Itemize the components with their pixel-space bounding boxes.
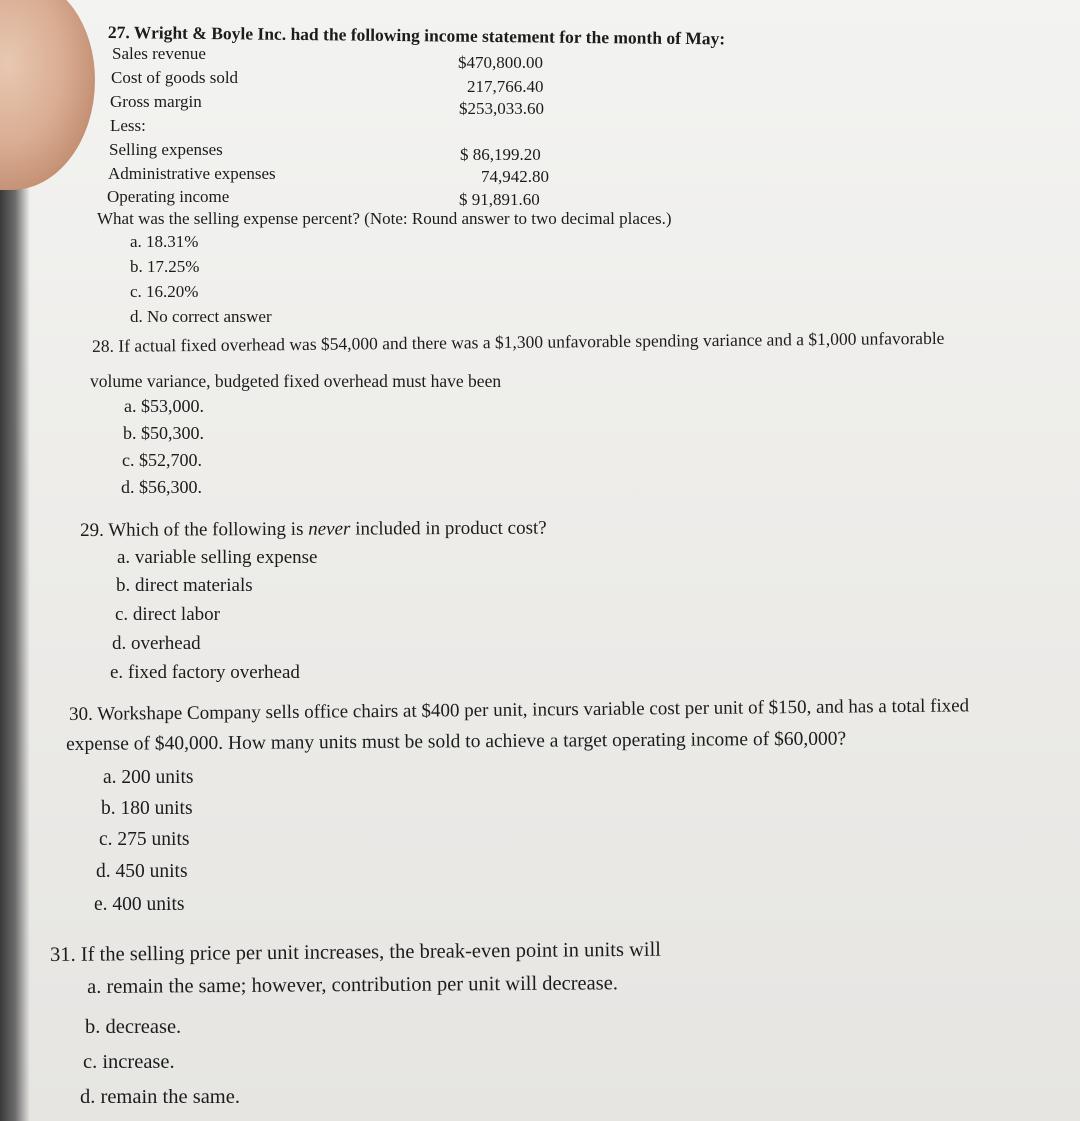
q27-question: What was the selling expense percent? (Note: Round answer to two decimal places.) bbox=[97, 209, 672, 228]
row-value-cogs: 217,766.40 bbox=[467, 77, 544, 96]
q27-stem: 27. Wright & Boyle Inc. had the following income statement for the month of May: bbox=[107, 22, 726, 49]
q28-option-a: a. $53,000. bbox=[124, 396, 204, 416]
q28-option-c: c. $52,700. bbox=[122, 450, 202, 470]
q29-stem-post: included in product cost? bbox=[350, 517, 547, 540]
row-value-sales-revenue: $470,800.00 bbox=[458, 53, 543, 72]
row-label-selling-expenses: Selling expenses bbox=[109, 140, 223, 159]
q29-option-c: c. direct labor bbox=[115, 604, 220, 625]
q30-stem-line1: 30. Workshape Company sells office chairs at $400 per unit, incurs variable cost per unit of $150, and has a total fixed bbox=[69, 695, 970, 725]
row-label-gross-margin: Gross margin bbox=[110, 92, 202, 111]
q28-stem-line2: volume variance, budgeted fixed overhead must have been bbox=[90, 371, 502, 391]
q31-stem: 31. If the selling price per unit increases, the break-even point in units will bbox=[50, 938, 662, 966]
q30-option-a: a. 200 units bbox=[103, 767, 194, 788]
q28-stem-line1: 28. If actual fixed overhead was $54,000 and there was a $1,300 unfavorable spending variance and a $1,000 unfavorable bbox=[92, 327, 945, 356]
row-value-admin-expenses: 74,942.80 bbox=[481, 167, 549, 186]
q30-option-b: b. 180 units bbox=[101, 798, 193, 819]
row-label-operating-income: Operating income bbox=[107, 187, 230, 206]
row-label-sales-revenue: Sales revenue bbox=[112, 44, 206, 63]
row-value-operating-income: $ 91,891.60 bbox=[459, 190, 540, 209]
q30-stem-line2: expense of $40,000. How many units must be sold to achieve a target operating income of $60,000? bbox=[66, 728, 847, 755]
q29-option-e: e. fixed factory overhead bbox=[110, 662, 300, 683]
q27-option-a: a. 18.31% bbox=[130, 232, 199, 251]
q31-option-d: d. remain the same. bbox=[80, 1086, 240, 1108]
q29-option-a: a. variable selling expense bbox=[117, 547, 318, 568]
q29-stem bbox=[80, 518, 547, 542]
row-label-less: Less: bbox=[110, 116, 146, 135]
row-label-admin-expenses: Administrative expenses bbox=[108, 164, 276, 183]
q29-option-b: b. direct materials bbox=[116, 575, 253, 596]
row-value-selling-expenses: $ 86,199.20 bbox=[460, 145, 541, 164]
finger-holding-page bbox=[0, 0, 95, 190]
q27-option-d: d. No correct answer bbox=[130, 307, 272, 326]
row-value-gross-margin: $253,033.60 bbox=[459, 99, 544, 118]
q30-option-c: c. 275 units bbox=[99, 829, 190, 850]
q29-stem-emphasis: never bbox=[308, 518, 351, 540]
q28-option-b: b. $50,300. bbox=[123, 423, 204, 443]
q29-option-d: d. overhead bbox=[112, 633, 201, 654]
q30-option-d: d. 450 units bbox=[96, 861, 188, 882]
q27-option-b: b. 17.25% bbox=[130, 257, 200, 276]
q30-option-e: e. 400 units bbox=[94, 894, 185, 915]
q28-option-d: d. $56,300. bbox=[121, 477, 202, 497]
q31-option-b: b. decrease. bbox=[85, 1016, 182, 1038]
q29-stem-pre: 29. Which of the following is bbox=[80, 518, 309, 541]
q27-option-c: c. 16.20% bbox=[130, 282, 199, 301]
row-label-cogs: Cost of goods sold bbox=[111, 68, 239, 87]
q31-option-a: a. remain the same; however, contribution per unit will decrease. bbox=[87, 972, 618, 998]
q31-option-c: c. increase. bbox=[83, 1051, 175, 1073]
